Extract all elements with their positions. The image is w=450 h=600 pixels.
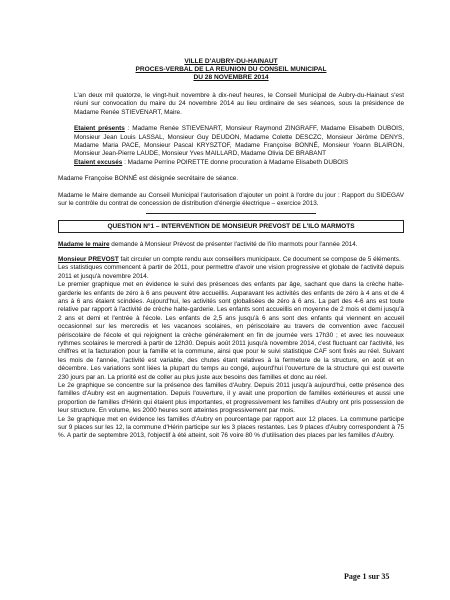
agenda-paragraph: Madame le Maire demande au Conseil Municipal l'autorisation d'ajouter un point à l'ordre du jour : Rapport du SIDEGAV sur le contrôle du contrat de concession de distribution d'énergie électrique – exercice 2013. bbox=[58, 191, 404, 208]
mayor-request-text: demande à Monsieur Prévost de présenter l'activité de l'ilo marmots pour l'année 2014. bbox=[109, 241, 358, 249]
page-number: Page 1 sur 35 bbox=[344, 572, 390, 581]
second-graph-paragraph: Le 2e graphique se concentre sur la présence des familles d'Aubry. Depuis 2011 jusqu'à aujourd'hui, cette présence des familles d'Aubry est en augmentation. Depuis l'ouverture, il y avait une proportion de familles extérieures et aussi une proportion de familles d'Hérin qui étaient plus importantes, et progressivement les familles d'Aubry ont pris possession de leur structure. En volume, les 2000 heures sont atteintes progressivement par mois. bbox=[58, 381, 404, 415]
header-date: DU 28 NOVEMBRE 2014 bbox=[193, 74, 269, 81]
statistics-paragraph: Les statistiques commencent à partir de 2011, pour permettre d'avoir une vision progressive et globale de l'activité depuis 2011 et jusqu'à novembre 2014. bbox=[58, 264, 404, 280]
question-title-box: QUESTION N°1 – INTERVENTION DE MONSIEUR PREVOST DE L'ILO MARMOTS bbox=[58, 220, 404, 233]
prevost-text: fait circuler un compte rendu aux conseillers municipaux. Ce document se compose de 5 éléments. bbox=[118, 255, 401, 263]
page-content bbox=[58, 58, 404, 441]
excused-list: : Madame Perrine POIRETTE donne procuration à Madame Elisabeth DUBOIS bbox=[122, 158, 349, 166]
secretary-paragraph: Madame Françoise BONNÉ est désignée secrétaire de séance. bbox=[58, 175, 239, 183]
present-paragraph bbox=[58, 125, 404, 159]
header-title: PROCES-VERBAL DE LA REUNION DU CONSEIL MUNICIPAL bbox=[135, 66, 327, 73]
header-town: VILLE D'AUBRY-DU-HAINAUT bbox=[184, 58, 278, 65]
first-graph-paragraph: Le premier graphique met en évidence le suivi des présences des enfants par âge, sachant que dans la crèche halte-garderie les enfants de zéro à 6 ans peuvent être accueillis. Auparavant les activités des enfants de zéro à 4 ans et de 4 ans à 6 ans étaient scindées. Aujourd'hui, les activités sont globalisées de zéro à 6 ans. La part des 4-6 ans est toute relative par rapport à l'activité de crèche halte-garderie. Les enfants sont accueillis en moyenne de 2 mois et demi jusqu'à 2 ans et demi et l'entrée à l'école. Les enfants de 2,5 ans jusqu'à 6 ans sont des enfants qui viennent en accueil occasionnel sur les mercredis et les vacances scolaires, en périscolaire au travers de convention avec l'accueil périscolaire de l'école et qui rejoignent la crèche généralement en fin de journée vers 17h30 ; et avec les nouveaux rythmes scolaires le mercredi à partir de 12h30. Depuis août 2011 jusqu'à novembre 2014, c'est fluctuant car l'activité, les chiffres et la facturation pour la famille et la commune, ainsi que pour le suivi statistique CAF sont fixés au réel. Suivant les mois de l'année, l'activité est variable, des chutes étant relatives à la fermeture de la structure, en août et en décembre. Les variations sont liées la plupart du temps au congé, aujourd'hui l'ouverture de la structure qui est ouverte 230 jours par an. La priorité est de coller au plus juste aux besoins des familles et donc au réel. bbox=[58, 281, 404, 381]
third-graph-paragraph: Le 3e graphique met en évidence les familles d'Aubry en pourcentage par rapport aux 12 places. La commune participe sur 9 places sur les 12, la commune d'Hérin participe sur les 3 places restantes. Les 9 places d'Aubry correspondent à 75 %. A partir de septembre 2013, l'objectif à été atteint, soit 76 voire 80 % d'utilisation des places par les familles d'Aubry. bbox=[58, 415, 404, 440]
present-list: : Madame Renée STIEVENART, Monsieur Raymond ZINGRAFF, Madame Elisabeth DUBOIS, Monsieur Jean Louis LASSAL, Monsieur Guy DEUDON, Madame Colette DESCZC, Monsieur Jérôme DENYS, Madame Maria PACE, Monsieur Pascal KRYSZTOF, Madame Françoise BONNÉ, Monsieur Yoann BLAIRON, Monsieur Jean-Pierre LAUDE, Monsieur Yves MAILLARD, Madame Olivia DE BRABANT bbox=[74, 125, 404, 158]
excused-paragraph bbox=[58, 159, 404, 167]
intro-paragraph: L'an deux mil quatorze, le vingt-huit novembre à dix-neuf heures, le Conseil Municipal de Aubry-du-Hainaut s'est réuni sur convocation du maire du 24 novembre 2014 au lieu ordinaire de ses séances, sous la présidence de Madame Renée STIEVENART, Maire. bbox=[74, 92, 404, 116]
separator-rule bbox=[146, 213, 316, 214]
present-label: Etaient présents bbox=[74, 125, 125, 133]
speaker-mayor: Madame le maire bbox=[58, 241, 110, 249]
prevost-paragraph bbox=[58, 256, 404, 264]
excused-label: Etaient excusés bbox=[74, 158, 123, 166]
speaker-prevost: Monsieur PREVOST bbox=[58, 255, 119, 263]
mayor-request-paragraph bbox=[58, 241, 404, 249]
